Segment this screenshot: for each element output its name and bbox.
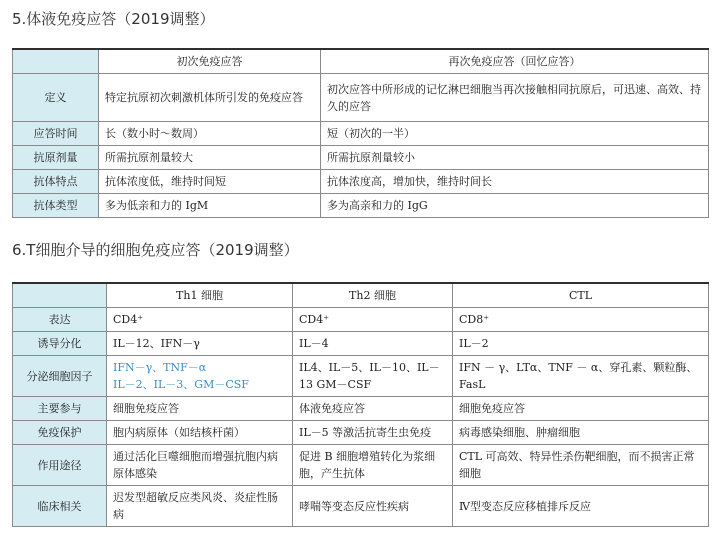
- cell-th1: [107, 356, 293, 397]
- cell-primary: 抗体浓度低，维持时间短: [99, 170, 321, 194]
- table-row: [13, 122, 709, 146]
- table-row: [13, 445, 709, 486]
- header-ctl: CTL: [453, 283, 709, 308]
- row-label: 抗体特点: [13, 170, 99, 194]
- cell-ctl: 病毒感染细胞、肿瘤细胞: [453, 421, 709, 445]
- table-row: [13, 397, 709, 421]
- section-title-humoral: 5.体液免疫应答（2019调整）: [12, 10, 215, 28]
- cell-th2: IL4、IL－5、IL－10、IL－13 GM－CSF: [293, 356, 453, 397]
- cell-th1: 迟发型超敏反应类风炎、炎症性肠病: [107, 486, 293, 527]
- cell-secondary: 短（初次的一半）: [321, 122, 709, 146]
- cell-th1: CD4⁺: [107, 308, 293, 332]
- table-row: [13, 332, 709, 356]
- cell-th1: IL－12、IFN－γ: [107, 332, 293, 356]
- table-row: [13, 170, 709, 194]
- cell-secondary: 多为高亲和力的 IgG: [321, 194, 709, 218]
- table-row: [13, 308, 709, 332]
- cell-ctl: 细胞免疫应答: [453, 397, 709, 421]
- row-label: 临床相关: [13, 486, 107, 527]
- row-label: 抗原剂量: [13, 146, 99, 170]
- section-title-cellular: 6.T细胞介导的细胞免疫应答（2019调整）: [12, 241, 299, 259]
- cell-th2: 哮喘等变态反应性疾病: [293, 486, 453, 527]
- table-header-row: [13, 283, 709, 308]
- cell-ctl: Ⅳ型变态反应移植排斥反应: [453, 486, 709, 527]
- cell-ctl: CD8⁺: [453, 308, 709, 332]
- header-th1: Th1 细胞: [107, 283, 293, 308]
- table-header-row: [13, 49, 709, 74]
- cell-secondary: 所需抗原剂量较小: [321, 146, 709, 170]
- cell-th2: IL－5 等激活抗寄生虫免疫: [293, 421, 453, 445]
- table-row: [13, 421, 709, 445]
- cell-primary: 特定抗原初次刺激机体所引发的免疫应答: [99, 74, 321, 122]
- cell-th2: 体液免疫应答: [293, 397, 453, 421]
- cell-primary: 多为低亲和力的 IgM: [99, 194, 321, 218]
- table-row: [13, 194, 709, 218]
- cellular-response-table: [12, 282, 709, 527]
- cell-primary: 长（数小时～数周）: [99, 122, 321, 146]
- cytokine-line-1: IFN－γ、TNF－α: [113, 361, 207, 374]
- header-secondary: 再次免疫应答（回忆应答）: [321, 49, 709, 74]
- header-corner: [13, 283, 107, 308]
- table-row: [13, 486, 709, 527]
- cell-th1: 胞内病原体（如结核杆菌）: [107, 421, 293, 445]
- cell-secondary: 抗体浓度高，增加快，维持时间长: [321, 170, 709, 194]
- cell-th2: IL－4: [293, 332, 453, 356]
- table-row: [13, 146, 709, 170]
- row-label: 主要参与: [13, 397, 107, 421]
- cell-ctl: IFN － γ、LTα、TNF － α、穿孔素、颗粒酶、FasL: [453, 356, 709, 397]
- header-primary: 初次免疫应答: [99, 49, 321, 74]
- row-label: 表达: [13, 308, 107, 332]
- header-corner: [13, 49, 99, 74]
- cell-th2: CD4⁺: [293, 308, 453, 332]
- cytokine-line-2: IL－2、IL－3、GM－CSF: [113, 378, 249, 391]
- cell-ctl: IL－2: [453, 332, 709, 356]
- row-label: 诱导分化: [13, 332, 107, 356]
- cell-th1: 细胞免疫应答: [107, 397, 293, 421]
- row-label: 定义: [13, 74, 99, 122]
- cell-th1: 通过活化巨噬细胞而增强抗胞内病原体感染: [107, 445, 293, 486]
- row-label: 应答时间: [13, 122, 99, 146]
- humoral-response-table: [12, 48, 709, 218]
- cell-th2: 促进 B 细胞增殖转化为浆细胞，产生抗体: [293, 445, 453, 486]
- row-label: 作用途径: [13, 445, 107, 486]
- cell-secondary: 初次应答中所形成的记忆淋巴细胞当再次接触相同抗原后，可迅速、高效、持久的应答: [321, 74, 709, 122]
- table-row: [13, 356, 709, 397]
- header-th2: Th2 细胞: [293, 283, 453, 308]
- row-label: 免疫保护: [13, 421, 107, 445]
- row-label: 分泌细胞因子: [13, 356, 107, 397]
- cell-ctl: CTL 可高效、特异性杀伤靶细胞，而不损害正常细胞: [453, 445, 709, 486]
- cell-primary: 所需抗原剂量较大: [99, 146, 321, 170]
- table-row: [13, 74, 709, 122]
- row-label: 抗体类型: [13, 194, 99, 218]
